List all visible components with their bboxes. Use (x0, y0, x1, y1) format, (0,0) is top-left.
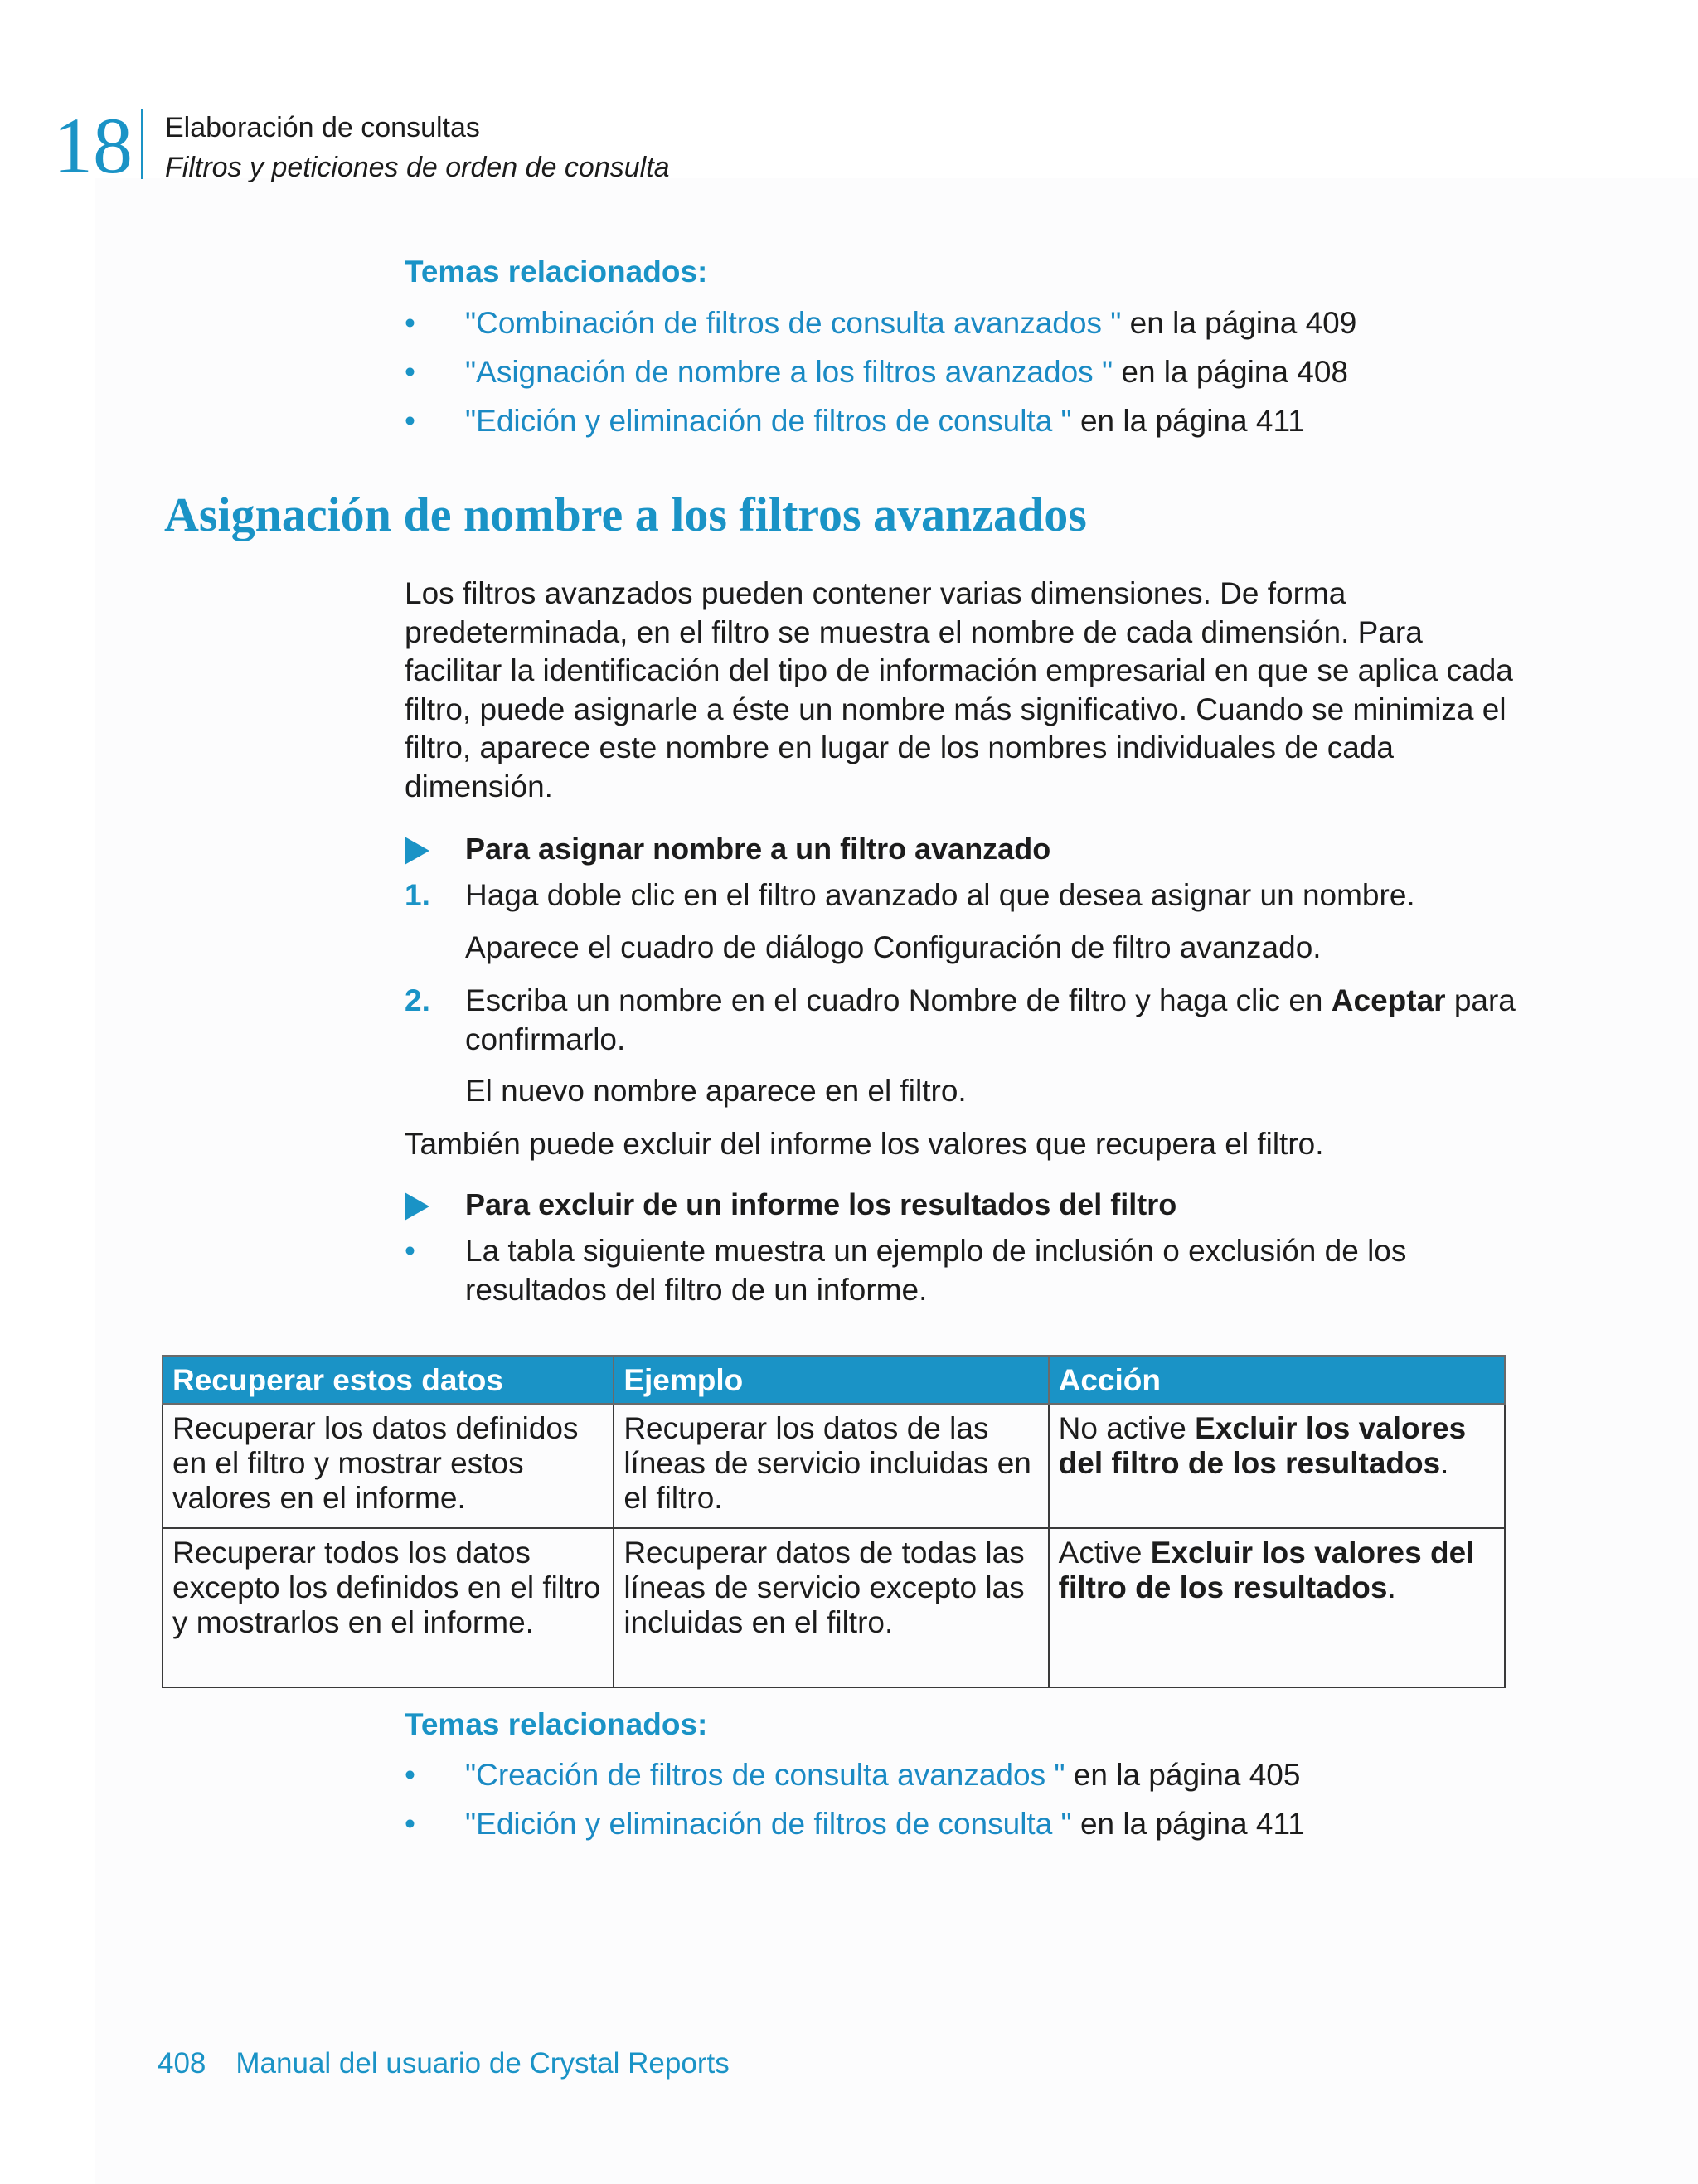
related-topic-link[interactable]: "Creación de filtros de consulta avanzados " (465, 1758, 1065, 1792)
triangle-arrow-icon (405, 1192, 429, 1221)
procedure-heading-text: Para asignar nombre a un filtro avanzado (465, 832, 1051, 866)
step-text: Haga doble clic en el filtro avanzado al que desea asignar un nombre. (465, 878, 1415, 912)
page-reference: en la página 408 (1113, 355, 1349, 389)
list-item (405, 1806, 1305, 1842)
bullet-icon: • (405, 1234, 415, 1268)
step-text-part: Escriba un nombre en el cuadro Nombre de filtro y haga clic en (465, 983, 1332, 1017)
list-item (405, 403, 1356, 439)
bullet-icon: • (405, 355, 415, 389)
related-topics-list (405, 305, 1356, 452)
intro-paragraph: Los filtros avanzados pueden contener varias dimensiones. De forma predeterminada, en el filtro se muestra el nombre de cada dimensión. Para facilitar la identificación del tipo de información empresarial en que se aplica cada filtro, puede asignarle a éste un nombre más significativo. Cuando se minimiza el filtro, aparece este nombre en lugar de los nombres individuales de cada dimensión. (405, 576, 1513, 803)
page-reference: en la página 411 (1071, 1807, 1305, 1841)
step-text (405, 982, 1516, 1059)
section-subtitle: Filtros y peticiones de orden de consulta (165, 152, 670, 183)
related-topic-link[interactable]: "Edición y eliminación de filtros de consulta " (465, 1807, 1072, 1841)
option-name: Excluir los valores del filtro de los resultados (1058, 1536, 1475, 1604)
procedure-heading (405, 1187, 1176, 1223)
column-header: Ejemplo (614, 1356, 1048, 1404)
related-topic-link[interactable]: "Asignación de nombre a los filtros avanzados " (465, 355, 1113, 389)
procedure-heading (405, 831, 1050, 867)
table-row (163, 1404, 1505, 1528)
procedure-heading-text: Para excluir de un informe los resultados del filtro (465, 1187, 1177, 1221)
action-prefix: No active (1058, 1411, 1196, 1445)
related-topics-heading: Temas relacionados: (405, 1707, 708, 1741)
bullet-icon: • (405, 404, 415, 438)
bullet-text: La tabla siguiente muestra un ejemplo de inclusión o exclusión de los resultados del filtro de un informe. (465, 1234, 1407, 1307)
column-header: Acción (1049, 1356, 1505, 1404)
table-cell (1049, 1404, 1505, 1528)
action-suffix: . (1440, 1446, 1449, 1480)
list-item (405, 354, 1356, 391)
procedure-bullets (405, 1232, 1543, 1309)
page-footer (158, 2046, 730, 2081)
table-cell: Recuperar los datos definidos en el filtro y mostrar estos valores en el informe. (163, 1404, 614, 1528)
step-number: 2. (405, 983, 430, 1017)
related-topic-link[interactable]: "Combinación de filtros de consulta avanzados " (465, 306, 1122, 340)
step-2 (405, 982, 1516, 1059)
step-result: El nuevo nombre aparece en el filtro. (465, 1074, 967, 1108)
table-row (163, 1528, 1505, 1687)
table-cell (1049, 1528, 1505, 1687)
step-1 (405, 876, 1516, 915)
related-topics-list (405, 1757, 1305, 1855)
list-item (405, 1232, 1543, 1309)
table-cell: Recuperar todos los datos excepto los definidos en el filtro y mostrarlos en el informe. (163, 1528, 614, 1687)
chapter-title: Elaboración de consultas (165, 112, 480, 143)
table-cell: Recuperar datos de todas las líneas de servicio excepto las incluidas en el filtro. (614, 1528, 1048, 1687)
bullet-icon: • (405, 1758, 415, 1792)
page-background (95, 178, 1698, 2184)
filter-results-table (162, 1355, 1506, 1688)
chapter-number: 18 (53, 101, 133, 190)
list-item (405, 1757, 1305, 1793)
step-result: Aparece el cuadro de diálogo Configuración de filtro avanzado. (465, 930, 1322, 964)
action-prefix: Active (1058, 1536, 1151, 1570)
manual-title: Manual del usuario de Crystal Reports (235, 2047, 730, 2080)
related-topics-heading: Temas relacionados: (405, 255, 708, 289)
section-title: Asignación de nombre a los filtros avanzados (164, 488, 1087, 541)
triangle-arrow-icon (405, 837, 429, 865)
page-reference: en la página 411 (1071, 404, 1305, 438)
step-text-part: para confirmarlo. (465, 983, 1516, 1056)
chapter-divider (141, 109, 143, 179)
related-topic-link[interactable]: "Edición y eliminación de filtros de consulta " (465, 404, 1072, 438)
action-suffix: . (1387, 1570, 1396, 1604)
ok-button-label: Aceptar (1331, 983, 1446, 1017)
table-header-row (163, 1356, 1505, 1404)
option-name: Excluir los valores del filtro de los resultados (1058, 1411, 1467, 1480)
bullet-icon: • (405, 1807, 415, 1841)
page-reference: en la página 405 (1065, 1758, 1301, 1792)
page-number: 408 (158, 2047, 206, 2080)
page-reference: en la página 409 (1121, 306, 1357, 340)
exclude-paragraph: También puede excluir del informe los valores que recupera el filtro. (405, 1127, 1324, 1161)
column-header: Recuperar estos datos (163, 1356, 614, 1404)
bullet-icon: • (405, 306, 415, 340)
list-item (405, 305, 1356, 342)
step-number: 1. (405, 878, 430, 912)
table-cell: Recuperar los datos de las líneas de servicio incluidas en el filtro. (614, 1404, 1048, 1528)
